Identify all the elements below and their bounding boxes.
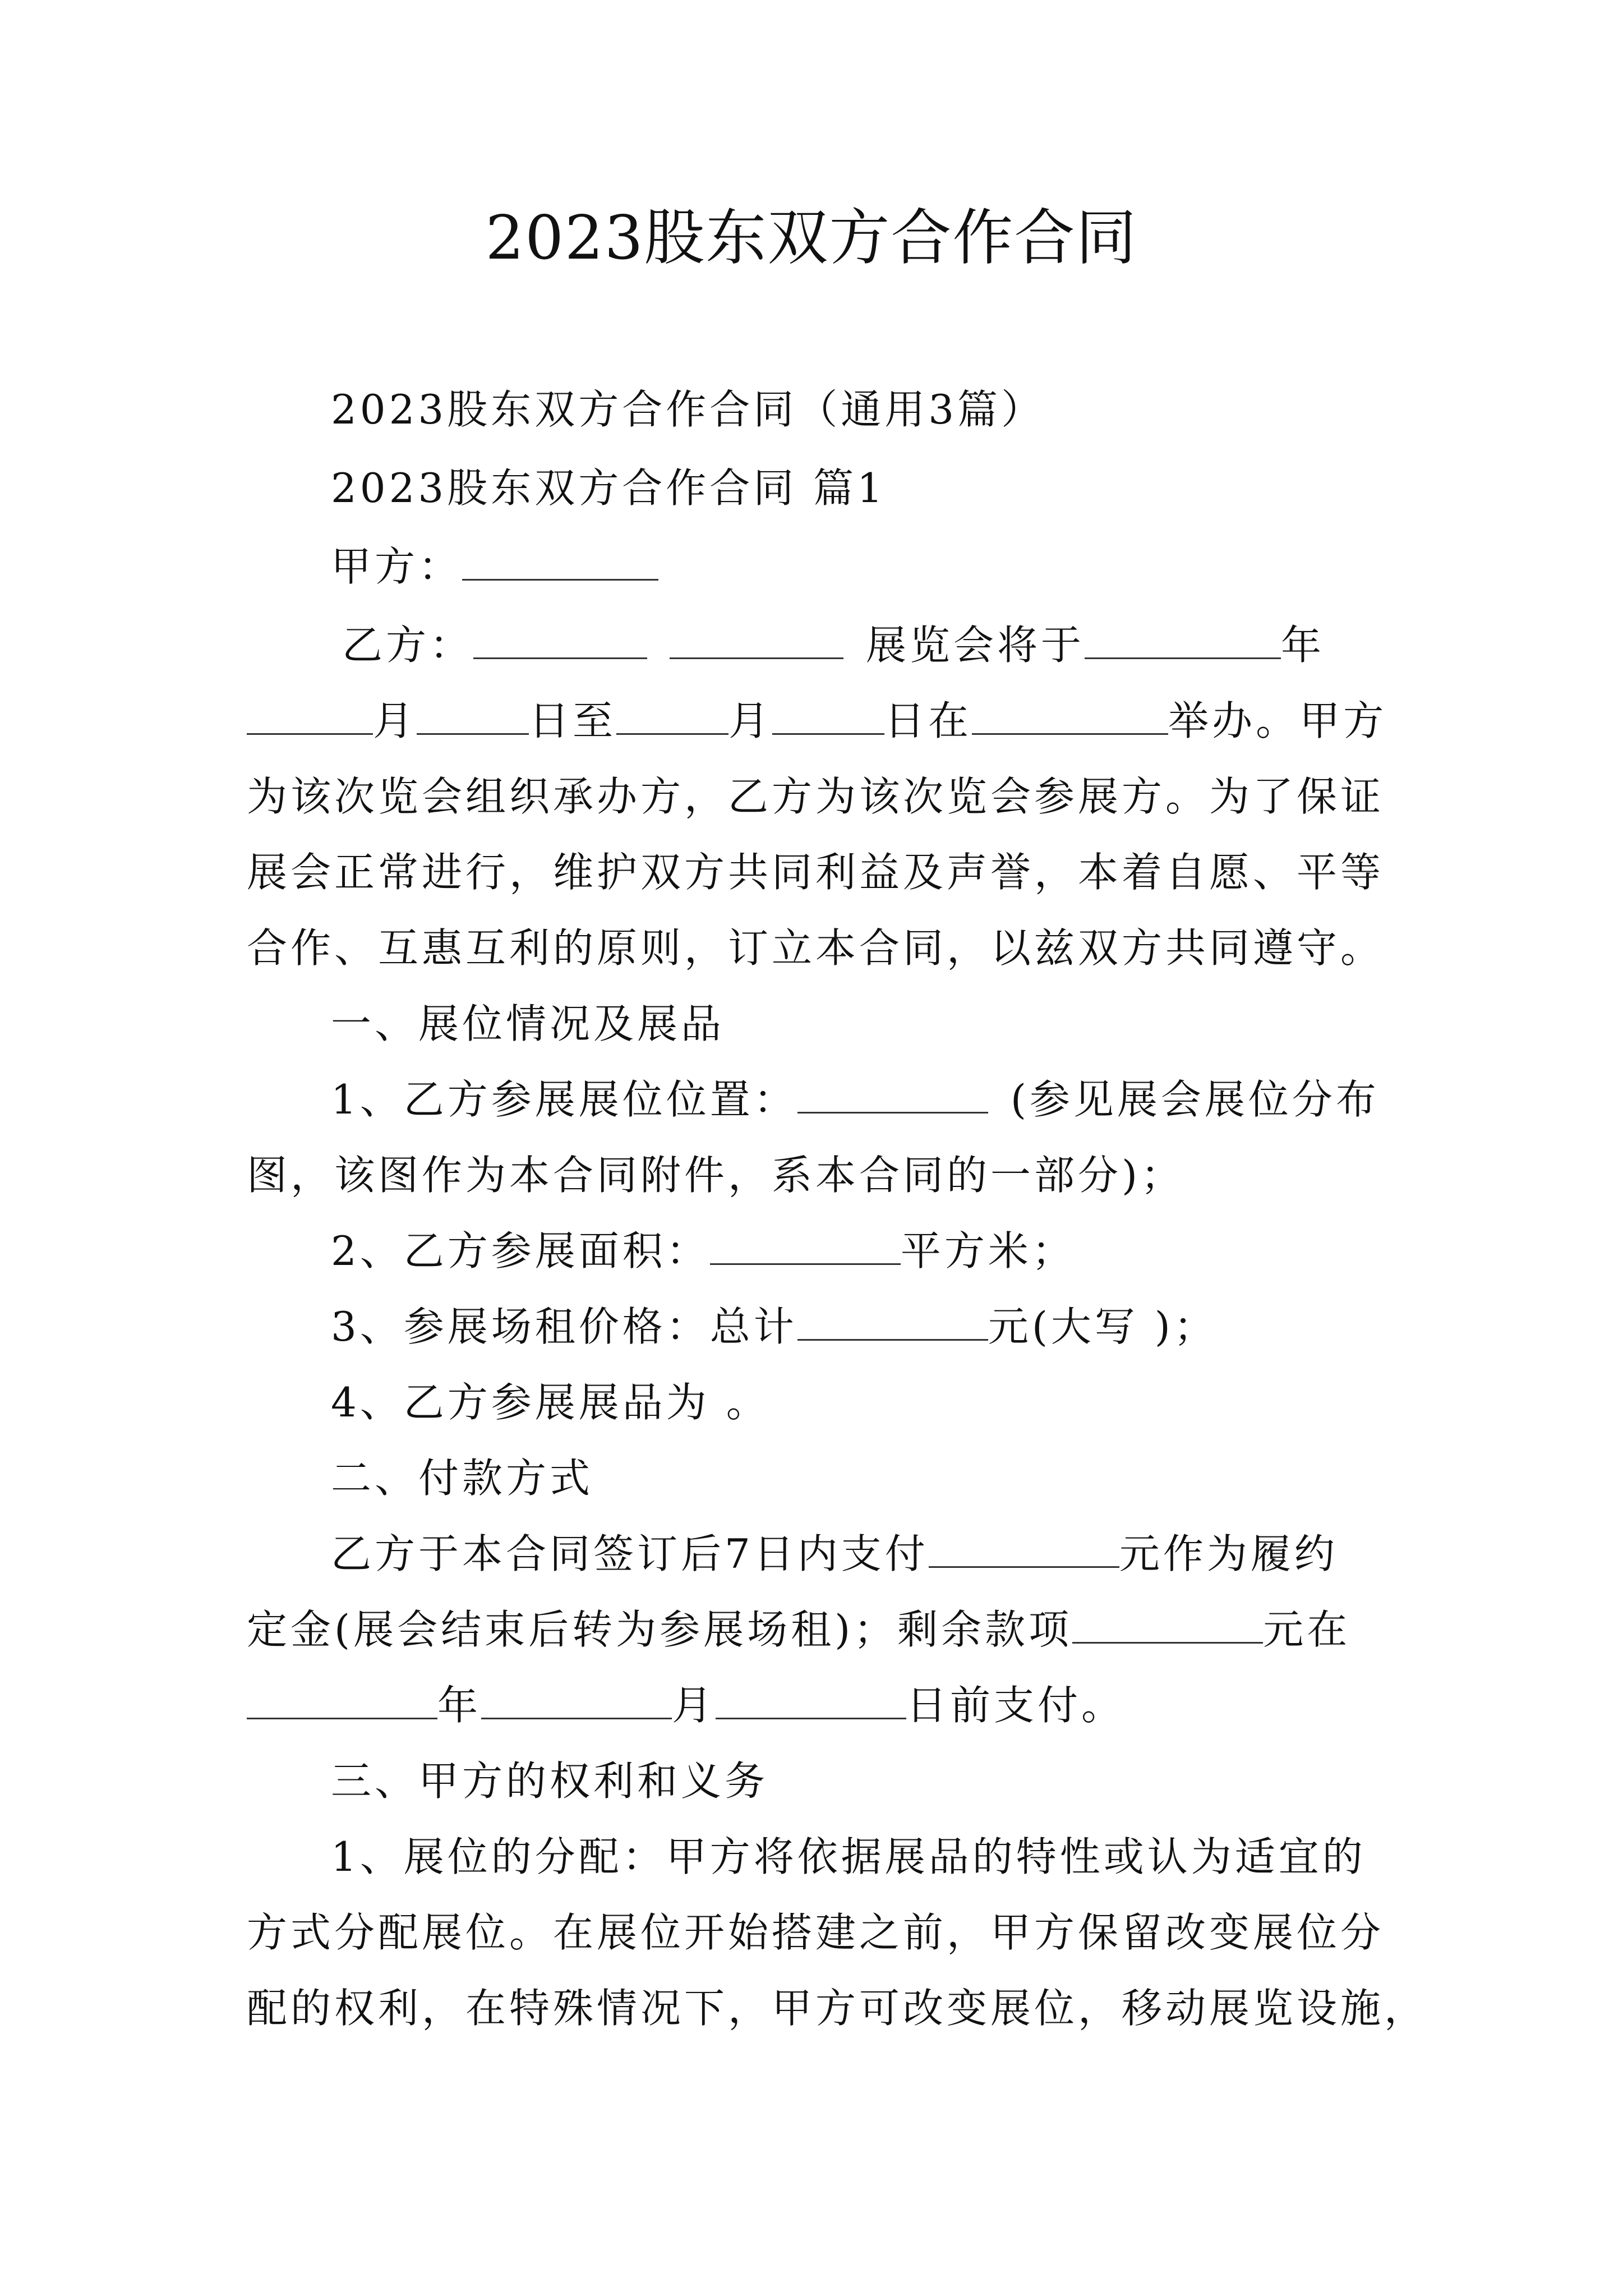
- item1-label: 1、乙方参展展位位置：: [331, 1076, 797, 1123]
- rights1-line2: 方式分配展位。在展位开始搭建之前，甲方保留改变展位分: [247, 1909, 1385, 1956]
- area-blank: [710, 1228, 901, 1265]
- party-b-blank: [473, 623, 647, 659]
- rights1-line1: 1、展位的分配：甲方将依据展品的特性或认为适宜的: [331, 1833, 1366, 1880]
- balance-blank: [1072, 1607, 1263, 1644]
- paragraph1-line4: 展会正常进行，维护双方共同利益及声誉，本着自愿、平等: [247, 849, 1385, 896]
- end-month-blank: [616, 698, 728, 735]
- document-subtitle: 2023股东双方合作合同（通用3篇）: [331, 386, 1045, 433]
- item3-label: 3、参展场租价格：总计: [331, 1303, 797, 1350]
- start-year-blank: [1085, 623, 1281, 659]
- section1-heading: 一、展位情况及展品: [331, 1000, 725, 1047]
- payment-text-a: 乙方于本合同签订后7日内支付: [331, 1530, 929, 1577]
- start-month-blank: [247, 698, 373, 735]
- payment-text-c: 定金(展会结束后转为参展场租)；剩余款项: [247, 1606, 1073, 1653]
- paragraph1-line2: [247, 693, 1387, 749]
- payment-line2: [247, 1602, 1350, 1658]
- payment-text-d: 元在: [1263, 1606, 1351, 1653]
- pay-day-blank: [716, 1683, 906, 1719]
- section3-heading: 三、甲方的权利和义务: [331, 1757, 769, 1805]
- item1-note: (参见展会展位分布: [1010, 1076, 1380, 1123]
- start-day-blank: [417, 698, 529, 735]
- p1-seg2: 年: [1281, 622, 1325, 669]
- rights1-line3: 配的权利，在特殊情况下，甲方可改变展位，移动展览设施，: [247, 1985, 1428, 2032]
- party-a-blank: [462, 544, 658, 581]
- document-title: 2023股东双方合作合同: [485, 203, 1138, 273]
- p1-seg5: 月: [728, 697, 773, 744]
- item2-unit: 平方米；: [900, 1227, 1076, 1274]
- exhibition-name-blank: [670, 623, 843, 659]
- price-blank: [797, 1304, 988, 1341]
- pay-year-blank: [247, 1683, 437, 1719]
- payment-text-b: 元作为履约: [1119, 1530, 1338, 1577]
- item3-line: [331, 1299, 1218, 1355]
- item1-line2: 图，该图作为本合同附件，系本合同的一部分)；: [247, 1152, 1185, 1199]
- item2-line: [331, 1223, 1076, 1279]
- p1-seg7: 举办。甲方: [1168, 697, 1387, 744]
- p1-seg4: 日至: [529, 697, 617, 744]
- deposit-blank: [929, 1531, 1119, 1568]
- p1-seg6: 日在: [884, 697, 972, 744]
- payment-text-g: 日前支付。: [906, 1682, 1126, 1729]
- payment-text-e: 年: [437, 1682, 482, 1729]
- section2-heading: 二、付款方式: [331, 1455, 594, 1502]
- p1-seg1: 展览会将于: [866, 622, 1085, 669]
- end-day-blank: [772, 698, 884, 735]
- pay-month-blank: [481, 1683, 672, 1719]
- paragraph1-line5: 合作、互惠互利的原则，订立本合同，以兹双方共同遵守。: [247, 924, 1385, 972]
- paragraph1-line3: 为该次览会组织承办方，乙方为该次览会参展方。为了保证: [247, 773, 1385, 820]
- party-a-label: 甲方：: [331, 543, 463, 590]
- item1-line1: [331, 1071, 1380, 1128]
- item2-label: 2、乙方参展面积：: [331, 1227, 710, 1274]
- payment-line3: [247, 1677, 1125, 1733]
- booth-location-blank: [797, 1077, 988, 1114]
- item3-unit: 元(大写 )；: [988, 1303, 1218, 1350]
- payment-text-f: 月: [672, 1682, 716, 1729]
- party-a-line: [331, 539, 658, 595]
- item4-line: 4、乙方参展展品为 。: [331, 1379, 770, 1426]
- party-b-label: 乙方：: [342, 622, 474, 669]
- party-b-line: [342, 617, 1325, 673]
- venue-blank: [972, 698, 1168, 735]
- payment-line1: [331, 1526, 1338, 1582]
- part-heading: 2023股东双方合作合同 篇1: [331, 464, 886, 512]
- p1-seg3: 月: [373, 697, 417, 744]
